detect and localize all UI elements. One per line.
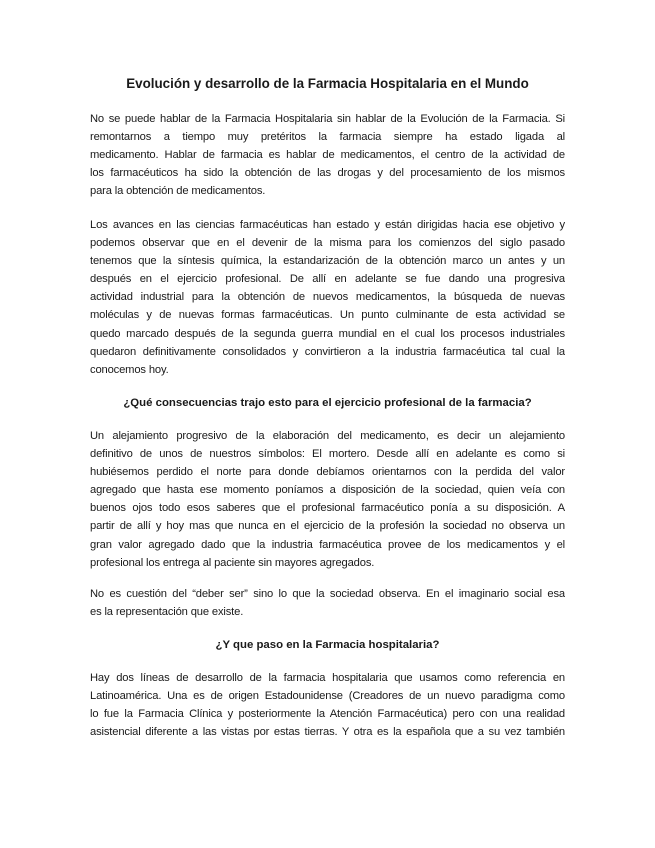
paragraph-line: Hay dos líneas de desarrollo de la farmacia hospitalaria que usamos como referencia en	[90, 672, 565, 684]
paragraph-line: para la obtención de medicamentos.	[90, 185, 266, 198]
paragraph-line: quedo marcado después de la segunda guerra mundial en el cual los procesos industriales	[90, 327, 565, 340]
paragraph-2	[90, 216, 565, 379]
paragraph-line: Un alejamiento progresivo de la elaboración del medicamento, es decir un alejamiento	[90, 430, 565, 442]
paragraph-line: conocemos hoy.	[90, 363, 169, 376]
paragraph-line: profesional los entrega al paciente sin mayores agregados.	[90, 556, 375, 569]
paragraph-line: No es cuestión del “deber ser” sino lo que la sociedad observa. En el imaginario social esa	[90, 588, 565, 600]
paragraph-line: definitivo de unos de nuestros símbolos: El mortero. Desde allí en adelante es como si	[90, 448, 565, 461]
paragraph-line: quedaron definitivamente consolidados y convirtieron a la industria farmacéutica tal cual la	[90, 345, 565, 358]
paragraph-line: medicamento. Hablar de farmacia es hablar de medicamentos, el centro de la actividad de	[90, 149, 565, 162]
paragraph-line: tenemos que la síntesis química, la estandarización de la obtención marco un antes y un	[90, 255, 565, 268]
paragraph-line: moléculas y de nuevas formas farmacéuticas. Un punto culminante de esta actividad se	[90, 309, 565, 322]
paragraph-line: después en el ejercicio profesional. De allí en adelante se fue dando una progresiva	[90, 273, 565, 286]
paragraph-line: hubiésemos perdido el norte para donde debíamos orientarnos con la perdida del valor	[90, 466, 565, 479]
paragraph-line: actividad industrial para la obtención de nuevos medicamentos, la búsqueda de nuevas	[90, 291, 565, 304]
document-title: Evolución y desarrollo de la Farmacia Hospitalaria en el Mundo	[126, 76, 529, 91]
paragraph-4	[90, 585, 565, 621]
paragraph-line: No se puede hablar de la Farmacia Hospitalaria sin hablar de la Evolución de la Farmacia. Si	[90, 113, 565, 125]
paragraph-3	[90, 427, 565, 572]
paragraph-5	[90, 669, 565, 741]
paragraph-line: Latinoamérica. Una es de origen Estadounidense (Creadores de un nuevo paradigma como	[90, 690, 565, 703]
paragraph-line: asistencial diferente a las vistas por estas tierras. Y otra es la española que a su vez también	[90, 726, 565, 739]
paragraph-line: Los avances en las ciencias farmacéuticas han estado y están dirigidas hacia ese objetivo y	[90, 219, 565, 231]
paragraph-line: gran valor agregado dado que la industria farmacéutica provee de los medicamentos y el	[90, 538, 565, 551]
paragraph-line: lo fue la Farmacia Clínica y posteriormente la Atención Farmacéutica) pero con una realidad	[90, 708, 565, 721]
section-heading-consecuencias: ¿Qué consecuencias trajo esto para el ejercicio profesional de la farmacia?	[123, 397, 532, 409]
paragraph-1	[90, 110, 565, 200]
paragraph-line: partir de allí y hoy mas que nunca en el ejercicio de la profesión la sociedad no observa un	[90, 520, 565, 533]
paragraph-line: podemos observar que en el devenir de la misma para los comienzos del siglo pasado	[90, 237, 565, 250]
paragraph-line: los farmacéuticos ha sido la obtención de las drogas y del procesamiento de los mismos	[90, 167, 565, 180]
paragraph-line: remontarnos a tiempo muy pretéritos la farmacia siempre ha estado ligada al	[90, 131, 565, 144]
paragraph-line: agregado que hasta ese momento poníamos a disposición de la sociedad, quien veía con	[90, 484, 565, 497]
paragraph-line: buenos ojos todo esos saberes que el profesional farmacéutico ponía a su disposición. A	[90, 502, 565, 515]
section-heading-farmacia-hospitalaria: ¿Y que paso en la Farmacia hospitalaria?	[215, 639, 440, 651]
paragraph-line: es la representación que existe.	[90, 606, 244, 619]
